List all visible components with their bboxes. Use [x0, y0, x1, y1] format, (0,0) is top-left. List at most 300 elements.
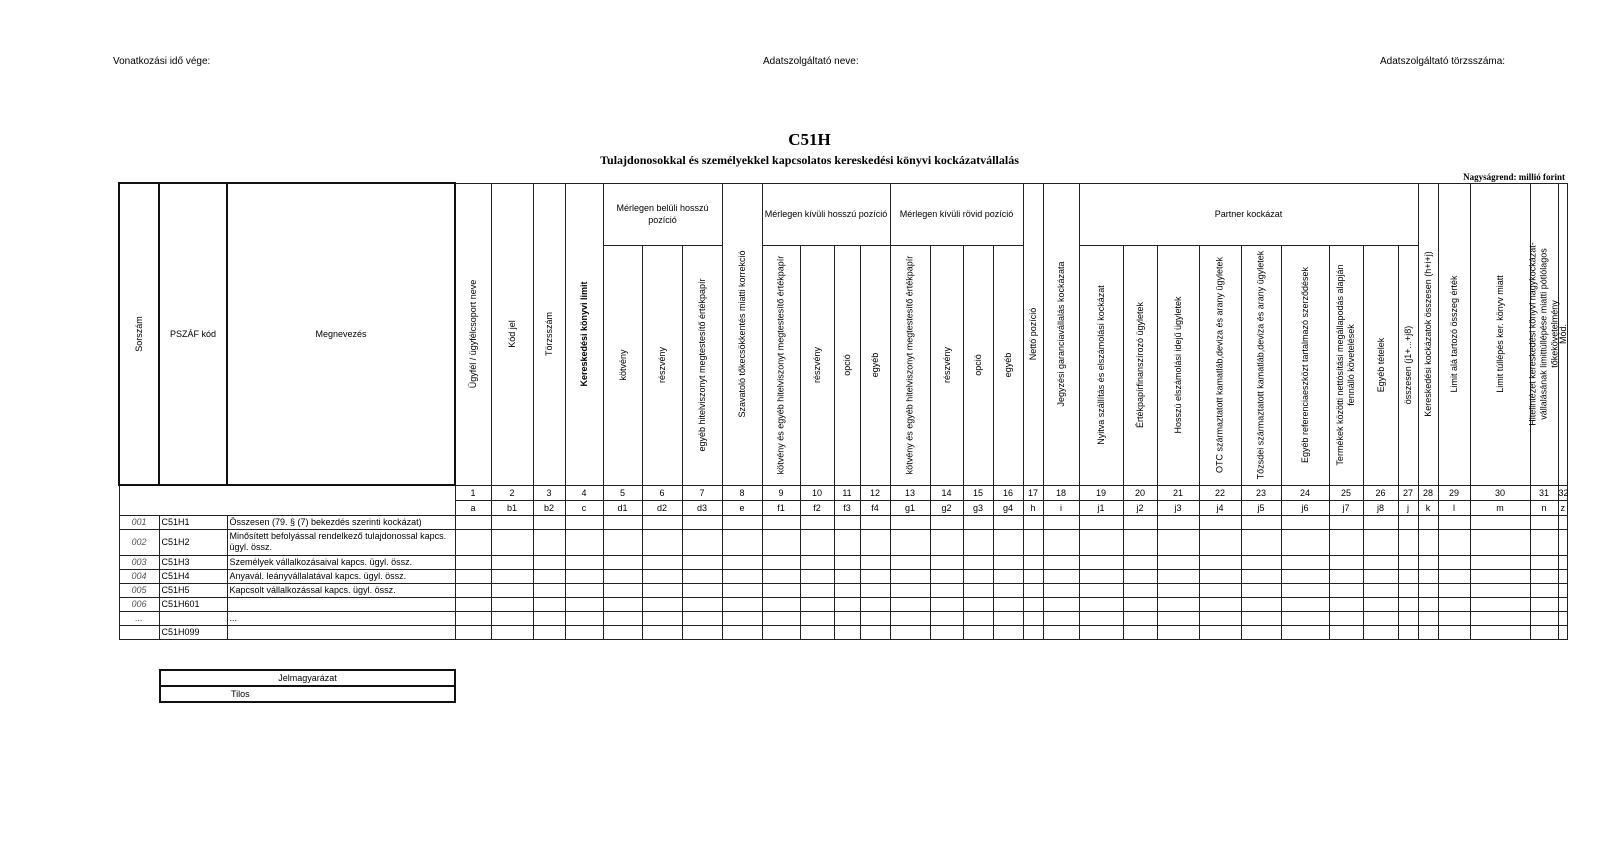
data-cell[interactable] — [860, 583, 890, 597]
header-col-letter: g1 — [890, 500, 930, 515]
data-cell[interactable] — [762, 555, 800, 569]
data-cell[interactable] — [800, 611, 834, 625]
data-cell[interactable] — [1023, 569, 1043, 583]
data-cell[interactable] — [890, 515, 930, 529]
header-col-17 — [1023, 183, 1043, 485]
data-cell[interactable] — [1023, 515, 1043, 529]
data-cell[interactable] — [993, 611, 1023, 625]
data-cell[interactable] — [455, 597, 491, 611]
data-cell[interactable] — [1157, 597, 1199, 611]
data-cell[interactable] — [834, 611, 860, 625]
data-cell[interactable] — [1241, 611, 1281, 625]
data-cell[interactable] — [1281, 555, 1329, 569]
header-pszaf-code — [159, 183, 227, 485]
data-cell[interactable] — [1470, 611, 1530, 625]
header-col-21 — [1157, 245, 1199, 485]
data-cell[interactable] — [1558, 597, 1567, 611]
data-cell[interactable] — [1123, 569, 1157, 583]
header-col-32-label: Mód. — [1557, 323, 1568, 345]
data-cell[interactable] — [890, 569, 930, 583]
data-cell[interactable] — [455, 625, 491, 639]
data-cell[interactable] — [1023, 625, 1043, 639]
data-cell[interactable] — [1157, 583, 1199, 597]
data-cell[interactable] — [603, 611, 642, 625]
data-cell[interactable] — [533, 529, 565, 555]
data-cell[interactable] — [860, 625, 890, 639]
data-cell[interactable] — [1398, 625, 1418, 639]
data-cell[interactable] — [963, 515, 993, 529]
data-cell[interactable] — [1418, 625, 1438, 639]
header-col-1-label: Ügyfél / ügyfélcsoport neve — [468, 279, 479, 389]
header-group-g3-label: Mérlegen kívüli rövid pozíció — [899, 209, 1014, 220]
data-cell[interactable] — [1281, 583, 1329, 597]
data-cell[interactable] — [860, 611, 890, 625]
data-cell[interactable] — [722, 625, 762, 639]
data-cell[interactable] — [1530, 625, 1558, 639]
row-pszaf-code: C51H3 — [159, 555, 227, 569]
data-cell[interactable] — [860, 597, 890, 611]
data-cell[interactable] — [1418, 583, 1438, 597]
header-col-num: 22 — [1199, 485, 1241, 500]
data-cell[interactable] — [963, 597, 993, 611]
data-cell[interactable] — [1241, 569, 1281, 583]
data-cell[interactable] — [491, 569, 533, 583]
data-cell[interactable] — [1329, 515, 1363, 529]
data-cell[interactable] — [963, 625, 993, 639]
data-cell[interactable] — [1157, 569, 1199, 583]
data-cell[interactable] — [455, 555, 491, 569]
form-code: C51H — [788, 130, 831, 149]
data-cell[interactable] — [890, 625, 930, 639]
data-cell[interactable] — [642, 625, 682, 639]
header-col-num: 29 — [1438, 485, 1470, 500]
data-cell[interactable] — [834, 597, 860, 611]
header-num-row — [119, 485, 1568, 500]
data-cell[interactable] — [491, 555, 533, 569]
data-cell[interactable] — [930, 583, 963, 597]
data-cell[interactable] — [860, 529, 890, 555]
header-col-letter: g3 — [963, 500, 993, 515]
data-cell[interactable] — [1329, 611, 1363, 625]
header-col-letter: a — [455, 500, 491, 515]
data-cell[interactable] — [800, 515, 834, 529]
data-cell[interactable] — [1023, 529, 1043, 555]
data-cell[interactable] — [834, 625, 860, 639]
data-cell[interactable] — [1157, 625, 1199, 639]
data-cell[interactable] — [642, 515, 682, 529]
data-cell[interactable] — [455, 583, 491, 597]
row-name — [227, 597, 455, 611]
data-cell[interactable] — [455, 515, 491, 529]
data-cell[interactable] — [642, 583, 682, 597]
data-cell[interactable] — [890, 583, 930, 597]
data-cell[interactable] — [565, 555, 603, 569]
data-cell[interactable] — [1281, 515, 1329, 529]
data-cell[interactable] — [722, 597, 762, 611]
data-cell[interactable] — [1023, 583, 1043, 597]
data-cell[interactable] — [1043, 597, 1079, 611]
data-cell[interactable] — [762, 611, 800, 625]
data-cell[interactable] — [455, 569, 491, 583]
header-col-letter: n — [1530, 500, 1558, 515]
header-col-22-label: OTC származtatott kamatláb,deviza és arany ügyletek — [1214, 257, 1225, 474]
row-name: ... — [227, 611, 455, 625]
data-cell[interactable] — [1418, 555, 1438, 569]
header-col-7-label: egyéb hitelviszonyt megtestesítő értékpapír — [697, 278, 707, 452]
data-cell[interactable] — [1438, 515, 1470, 529]
data-cell[interactable] — [930, 529, 963, 555]
data-cell[interactable] — [890, 555, 930, 569]
data-cell[interactable] — [890, 611, 930, 625]
data-cell[interactable] — [1079, 611, 1123, 625]
data-cell[interactable] — [565, 583, 603, 597]
data-cell[interactable] — [682, 529, 722, 555]
data-cell[interactable] — [1418, 515, 1438, 529]
data-cell[interactable] — [1470, 583, 1530, 597]
header-col-letter: j1 — [1079, 500, 1123, 515]
data-cell[interactable] — [1199, 529, 1241, 555]
data-cell[interactable] — [603, 569, 642, 583]
header-col-15 — [963, 245, 993, 485]
data-cell[interactable] — [1398, 529, 1418, 555]
data-cell[interactable] — [722, 569, 762, 583]
data-cell[interactable] — [491, 515, 533, 529]
row-serial: 001 — [119, 515, 159, 529]
data-cell[interactable] — [834, 569, 860, 583]
data-cell[interactable] — [1363, 569, 1398, 583]
data-cell[interactable] — [1043, 569, 1079, 583]
data-cell[interactable] — [642, 529, 682, 555]
data-cell[interactable] — [1558, 515, 1567, 529]
row-pszaf-code — [159, 611, 227, 625]
data-cell[interactable] — [642, 569, 682, 583]
data-cell[interactable] — [834, 515, 860, 529]
data-cell[interactable] — [682, 555, 722, 569]
data-cell[interactable] — [1418, 569, 1438, 583]
data-cell[interactable] — [930, 625, 963, 639]
header-col-12 — [860, 245, 890, 485]
header-col-29 — [1438, 183, 1470, 485]
header-col-18 — [1043, 183, 1079, 485]
data-cell[interactable] — [1123, 555, 1157, 569]
data-cell[interactable] — [1470, 569, 1530, 583]
data-cell[interactable] — [930, 569, 963, 583]
data-cell[interactable] — [1199, 583, 1241, 597]
data-cell[interactable] — [993, 555, 1023, 569]
data-cell[interactable] — [800, 529, 834, 555]
data-cell[interactable] — [1281, 569, 1329, 583]
data-cell[interactable] — [1241, 583, 1281, 597]
data-cell[interactable] — [1363, 597, 1398, 611]
header-col-17-label: Nettó pozíció — [1028, 307, 1038, 361]
data-cell[interactable] — [603, 597, 642, 611]
data-cell[interactable] — [1438, 625, 1470, 639]
table-row — [119, 529, 1568, 555]
data-cell[interactable] — [1329, 583, 1363, 597]
header-col-10 — [800, 245, 834, 485]
data-cell[interactable] — [1123, 583, 1157, 597]
data-cell[interactable] — [963, 611, 993, 625]
data-cell[interactable] — [1558, 529, 1567, 555]
data-cell[interactable] — [1363, 529, 1398, 555]
data-cell[interactable] — [722, 529, 762, 555]
data-cell[interactable] — [1530, 597, 1558, 611]
data-cell[interactable] — [1470, 597, 1530, 611]
data-cell[interactable] — [1398, 597, 1418, 611]
data-cell[interactable] — [603, 625, 642, 639]
data-cell[interactable] — [963, 583, 993, 597]
data-cell[interactable] — [1438, 555, 1470, 569]
data-cell[interactable] — [1418, 529, 1438, 555]
data-cell[interactable] — [1398, 515, 1418, 529]
data-cell[interactable] — [1157, 515, 1199, 529]
data-cell[interactable] — [565, 569, 603, 583]
data-cell[interactable] — [930, 515, 963, 529]
data-cell[interactable] — [603, 529, 642, 555]
data-cell[interactable] — [603, 555, 642, 569]
data-cell[interactable] — [722, 583, 762, 597]
data-cell[interactable] — [565, 611, 603, 625]
data-cell[interactable] — [1558, 611, 1567, 625]
data-cell[interactable] — [682, 583, 722, 597]
data-cell[interactable] — [762, 529, 800, 555]
data-cell[interactable] — [682, 515, 722, 529]
data-cell[interactable] — [834, 555, 860, 569]
data-cell[interactable] — [1329, 569, 1363, 583]
data-cell[interactable] — [1398, 611, 1418, 625]
data-cell[interactable] — [1558, 569, 1567, 583]
data-cell[interactable] — [1157, 611, 1199, 625]
data-cell[interactable] — [1123, 625, 1157, 639]
data-cell[interactable] — [533, 515, 565, 529]
data-cell[interactable] — [1043, 625, 1079, 639]
data-cell[interactable] — [491, 583, 533, 597]
data-cell[interactable] — [565, 597, 603, 611]
data-cell[interactable] — [491, 529, 533, 555]
header-col-14 — [930, 245, 963, 485]
data-cell[interactable] — [642, 555, 682, 569]
row-serial: ... — [119, 611, 159, 625]
data-cell[interactable] — [834, 583, 860, 597]
data-cell[interactable] — [1079, 555, 1123, 569]
data-cell[interactable] — [722, 555, 762, 569]
data-cell[interactable] — [930, 555, 963, 569]
header-col-4-label: Kereskedési könyvi limit — [579, 281, 589, 387]
data-cell[interactable] — [930, 611, 963, 625]
data-cell[interactable] — [1199, 625, 1241, 639]
data-cell[interactable] — [993, 583, 1023, 597]
data-cell[interactable] — [1079, 515, 1123, 529]
header-col-num: 15 — [963, 485, 993, 500]
data-cell[interactable] — [834, 529, 860, 555]
data-cell[interactable] — [1079, 529, 1123, 555]
data-cell[interactable] — [1281, 625, 1329, 639]
data-cell[interactable] — [860, 555, 890, 569]
data-cell[interactable] — [1199, 597, 1241, 611]
data-cell[interactable] — [491, 611, 533, 625]
data-cell[interactable] — [1043, 583, 1079, 597]
data-cell[interactable] — [491, 625, 533, 639]
data-cell[interactable] — [963, 529, 993, 555]
header-col-2-label: Kód jel — [507, 320, 517, 348]
data-cell[interactable] — [1241, 529, 1281, 555]
data-cell[interactable] — [1530, 583, 1558, 597]
data-cell[interactable] — [1558, 583, 1567, 597]
data-cell[interactable] — [533, 555, 565, 569]
data-cell[interactable] — [1418, 597, 1438, 611]
data-cell[interactable] — [533, 625, 565, 639]
data-cell[interactable] — [1241, 515, 1281, 529]
data-cell[interactable] — [1079, 569, 1123, 583]
data-cell[interactable] — [491, 597, 533, 611]
data-cell[interactable] — [455, 611, 491, 625]
data-cell[interactable] — [1530, 569, 1558, 583]
header-col-29-label: Limit alá tartozó összeg érték — [1449, 275, 1460, 393]
data-cell[interactable] — [1043, 515, 1079, 529]
data-cell[interactable] — [762, 597, 800, 611]
data-cell[interactable] — [565, 625, 603, 639]
data-cell[interactable] — [533, 597, 565, 611]
data-cell[interactable] — [1438, 569, 1470, 583]
data-cell[interactable] — [1363, 555, 1398, 569]
data-cell[interactable] — [1398, 569, 1418, 583]
data-cell[interactable] — [1363, 515, 1398, 529]
header-col-letter: j2 — [1123, 500, 1157, 515]
header-col-letter: c — [565, 500, 603, 515]
data-cell[interactable] — [860, 515, 890, 529]
data-cell[interactable] — [1470, 529, 1530, 555]
data-cell[interactable] — [800, 569, 834, 583]
data-cell[interactable] — [533, 583, 565, 597]
data-cell[interactable] — [993, 529, 1023, 555]
data-cell[interactable] — [455, 529, 491, 555]
data-cell[interactable] — [1043, 529, 1079, 555]
header-group-g2 — [762, 183, 890, 245]
data-cell[interactable] — [1079, 583, 1123, 597]
data-cell[interactable] — [1281, 529, 1329, 555]
data-cell[interactable] — [1363, 611, 1398, 625]
data-cell[interactable] — [1023, 597, 1043, 611]
data-cell[interactable] — [930, 597, 963, 611]
data-cell[interactable] — [800, 597, 834, 611]
data-cell[interactable] — [1199, 515, 1241, 529]
data-cell[interactable] — [1079, 597, 1123, 611]
data-cell[interactable] — [1530, 529, 1558, 555]
data-cell[interactable] — [1329, 597, 1363, 611]
data-cell[interactable] — [1418, 611, 1438, 625]
data-cell[interactable] — [800, 625, 834, 639]
data-cell[interactable] — [993, 625, 1023, 639]
data-cell[interactable] — [1398, 555, 1418, 569]
data-cell[interactable] — [1530, 611, 1558, 625]
data-cell[interactable] — [890, 597, 930, 611]
data-cell[interactable] — [1199, 555, 1241, 569]
data-cell[interactable] — [1241, 597, 1281, 611]
data-cell[interactable] — [1329, 555, 1363, 569]
data-cell[interactable] — [1123, 611, 1157, 625]
data-cell[interactable] — [1023, 611, 1043, 625]
data-cell[interactable] — [890, 529, 930, 555]
data-cell[interactable] — [1438, 597, 1470, 611]
data-cell[interactable] — [1558, 625, 1567, 639]
row-serial: 005 — [119, 583, 159, 597]
data-cell[interactable] — [1530, 515, 1558, 529]
data-cell[interactable] — [1363, 625, 1398, 639]
data-cell[interactable] — [963, 555, 993, 569]
data-cell[interactable] — [1329, 625, 1363, 639]
data-cell[interactable] — [1281, 611, 1329, 625]
data-cell[interactable] — [722, 611, 762, 625]
data-cell[interactable] — [722, 515, 762, 529]
data-cell[interactable] — [800, 583, 834, 597]
data-cell[interactable] — [1241, 625, 1281, 639]
data-cell[interactable] — [1199, 611, 1241, 625]
header-col-letter: j7 — [1329, 500, 1363, 515]
data-cell[interactable] — [682, 597, 722, 611]
data-cell[interactable] — [1157, 555, 1199, 569]
data-cell[interactable] — [1157, 529, 1199, 555]
data-cell[interactable] — [1043, 555, 1079, 569]
data-cell[interactable] — [800, 555, 834, 569]
data-cell[interactable] — [1398, 583, 1418, 597]
data-cell[interactable] — [1281, 597, 1329, 611]
data-cell[interactable] — [762, 569, 800, 583]
data-cell[interactable] — [860, 569, 890, 583]
data-cell[interactable] — [682, 611, 722, 625]
data-cell[interactable] — [762, 625, 800, 639]
data-cell[interactable] — [1363, 583, 1398, 597]
header-col-num: 9 — [762, 485, 800, 500]
data-cell[interactable] — [1123, 529, 1157, 555]
data-cell[interactable] — [1470, 555, 1530, 569]
data-cell[interactable] — [1470, 625, 1530, 639]
data-cell[interactable] — [1079, 625, 1123, 639]
header-col-14-label: részvény — [941, 347, 952, 384]
data-cell[interactable] — [1530, 555, 1558, 569]
data-cell[interactable] — [1470, 515, 1530, 529]
header-col-27-label: összesen (j1+...+j8) — [1403, 325, 1414, 405]
data-cell[interactable] — [1558, 555, 1567, 569]
data-cell[interactable] — [1123, 597, 1157, 611]
data-cell[interactable] — [963, 569, 993, 583]
data-cell[interactable] — [1329, 529, 1363, 555]
data-cell[interactable] — [762, 515, 800, 529]
data-cell[interactable] — [1241, 555, 1281, 569]
data-cell[interactable] — [993, 569, 1023, 583]
data-cell[interactable] — [1023, 555, 1043, 569]
data-cell[interactable] — [533, 569, 565, 583]
data-cell[interactable] — [993, 515, 1023, 529]
data-cell[interactable] — [1438, 611, 1470, 625]
data-cell[interactable] — [642, 611, 682, 625]
data-cell[interactable] — [565, 515, 603, 529]
data-cell[interactable] — [1199, 569, 1241, 583]
data-cell[interactable] — [533, 611, 565, 625]
data-cell[interactable] — [603, 515, 642, 529]
data-cell[interactable] — [603, 583, 642, 597]
data-cell[interactable] — [993, 597, 1023, 611]
data-cell[interactable] — [1438, 583, 1470, 597]
data-cell[interactable] — [1123, 515, 1157, 529]
data-cell[interactable] — [642, 597, 682, 611]
header-group-g4 — [1079, 183, 1418, 245]
data-cell[interactable] — [762, 583, 800, 597]
data-cell[interactable] — [682, 625, 722, 639]
data-cell[interactable] — [565, 529, 603, 555]
data-cell[interactable] — [1438, 529, 1470, 555]
data-cell[interactable] — [1043, 611, 1079, 625]
data-cell[interactable] — [682, 569, 722, 583]
